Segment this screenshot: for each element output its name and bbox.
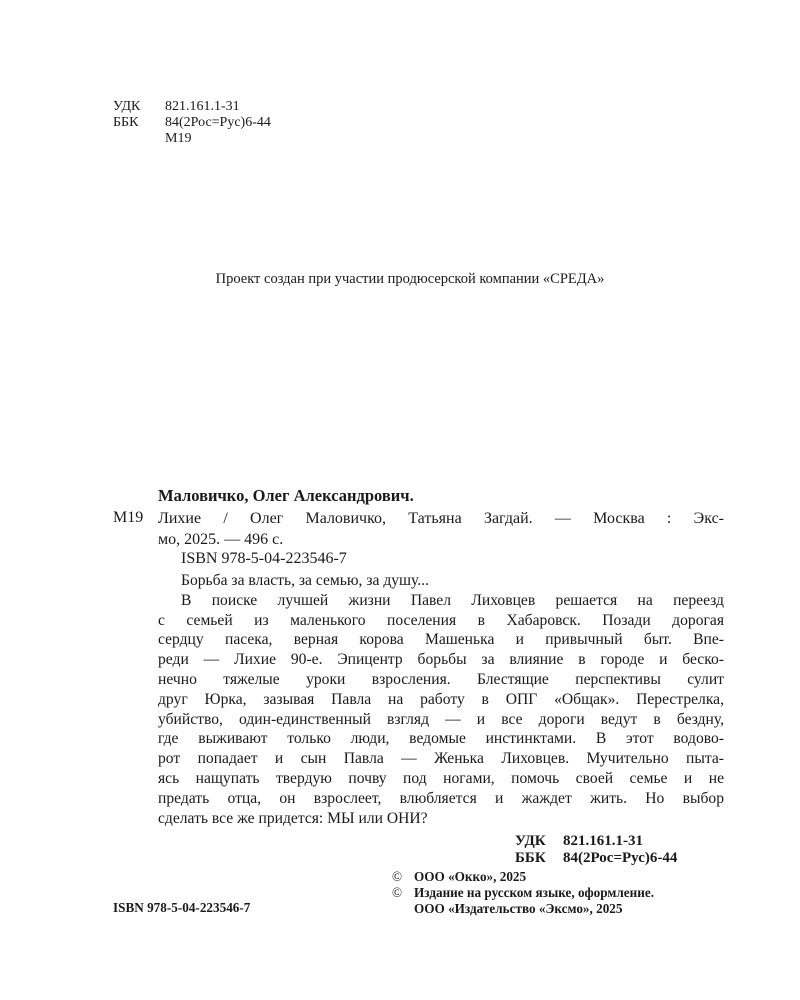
- udk-row: [515, 833, 677, 850]
- isbn-footer: ISBN 978-5-04-223546-7: [113, 900, 251, 915]
- bbk-label: ББК: [113, 115, 139, 130]
- bbk-value: 84(2Рос=Рус)6-44: [165, 115, 271, 130]
- annotation-line: Борьба за власть, за семью, за душу...: [181, 572, 429, 589]
- annotation-line: сердцу пасека, верная корова Машенька и привычный быт. Впе-: [158, 631, 724, 649]
- annotation: [158, 571, 724, 828]
- author-sign-code-margin: М19: [113, 509, 144, 526]
- author-heading: Маловичко, Олег Александрович.: [158, 486, 414, 505]
- biblio-line-2: мо, 2025. — 496 с.: [158, 530, 284, 548]
- annotation-line: предать отца, он взрослеет, влюбляется и жаждет жить. Но выбор: [158, 789, 724, 807]
- annotation-line: друг Юрка, зазывая Павла на работу в ОПГ «Общак». Перестрелка,: [158, 690, 724, 708]
- udk-row: [113, 99, 271, 115]
- author-sign-code: М19: [165, 131, 192, 146]
- bbk-label: ББК: [515, 850, 546, 866]
- copyright-block: [392, 869, 654, 917]
- copyright-spacer: [392, 901, 414, 917]
- annotation-line: ясь нащупать твердую почву под ногами, помочь своей семье и не: [158, 769, 724, 787]
- annotation-line: где выживают только люди, ведомые инстинктами. В этот водово-: [158, 730, 724, 748]
- project-note: Проект создан при участии продюсерской компании «СРЕДА»: [215, 271, 605, 287]
- udk-value: 821.161.1-31: [563, 833, 643, 849]
- annotation-line: реди — Лихие 90-е. Эпицентр борьбы за влияние в городе и беско-: [158, 651, 724, 669]
- bibliographic-description: [158, 509, 724, 550]
- classification-block-top: [113, 99, 271, 147]
- annotation-line: рот попадает и сын Павла — Женька Лиховцев. Мучительно пыта-: [158, 750, 724, 768]
- annotation-line: нечно тяжелые уроки взросления. Блестящие перспективы сулит: [158, 670, 724, 688]
- annotation-line: сделать все же придется: МЫ или ОНИ?: [158, 809, 428, 827]
- bbk-row: [113, 115, 271, 131]
- annotation-line: с семьей из маленького поселения в Хабаровск. Позади дорогая: [158, 611, 724, 629]
- copyright-icon: ©: [392, 869, 403, 884]
- annotation-line: убийство, один-единственный взгляд — и все дороги ведут в бездну,: [158, 710, 724, 728]
- classification-block-bottom: [515, 833, 677, 867]
- copyright-line: [392, 869, 654, 885]
- copyright-line: [392, 885, 654, 901]
- copyright-text: ООО «Окко», 2025: [414, 869, 527, 884]
- copyright-icon: ©: [392, 885, 403, 900]
- copyright-text: Издание на русском языке, оформление.: [414, 885, 654, 900]
- bbk-row: [515, 850, 677, 867]
- udk-label: УДК: [515, 833, 546, 849]
- copyright-text: ООО «Издательство «Эксмо», 2025: [414, 901, 623, 916]
- copyright-line: [392, 901, 654, 917]
- isbn-record: ISBN 978-5-04-223546-7: [181, 550, 347, 567]
- annotation-line: В поиске лучшей жизни Павел Лиховцев решается на переезд: [181, 591, 724, 609]
- biblio-line-1: Лихие / Олег Маловичко, Татьяна Загдай. — Москва : Экс-: [158, 510, 724, 527]
- bbk-value: 84(2Рос=Рус)6-44: [563, 850, 678, 866]
- udk-label: УДК: [113, 99, 141, 114]
- udk-value: 821.161.1-31: [165, 99, 240, 114]
